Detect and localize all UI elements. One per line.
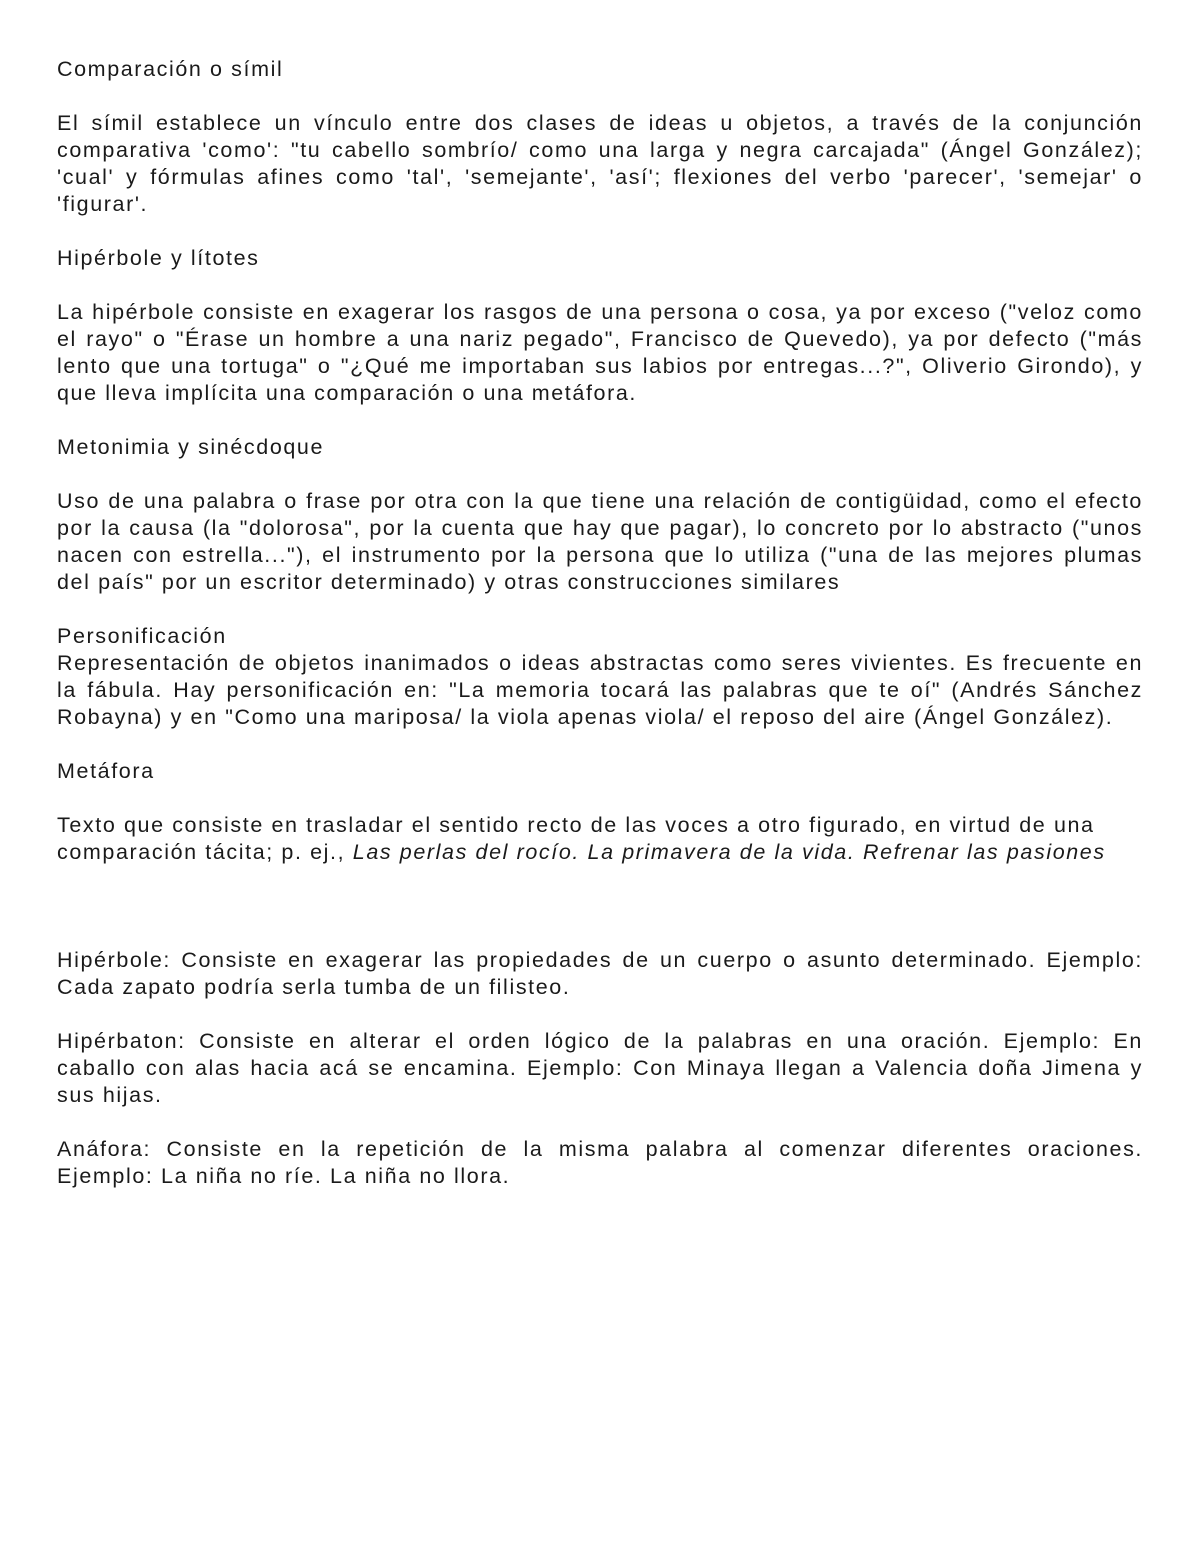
blank-space bbox=[57, 893, 1143, 947]
definition-paragraph: Hipérbaton: Consiste en alterar el orden lógico de la palabras en una oración. Ejemplo: En caballo con alas hacia acá se encamina. Ejemplo: Con Minaya llegan a Valencia doña Jimena y sus hijas. bbox=[57, 1029, 1143, 1107]
document-page bbox=[57, 56, 1143, 1217]
section-heading: Hipérbole y lítotes bbox=[57, 246, 260, 270]
metafora-body-text: Texto que consiste en trasladar el sentido recto de las voces a otro figurado, en virtud de una comparación tácita; p. ej., bbox=[57, 813, 1095, 864]
section-heading: Metonimia y sinécdoque bbox=[57, 435, 325, 459]
section-body bbox=[57, 812, 1143, 866]
definition-paragraph: Anáfora: Consiste en la repetición de la misma palabra al comenzar diferentes oraciones. Ejemplo: La niña no ríe. La niña no llora. bbox=[57, 1137, 1143, 1188]
metafora-examples: Las perlas del rocío. La primavera de la vida. Refrenar las pasiones bbox=[352, 840, 1106, 864]
section-heading: Metáfora bbox=[57, 759, 155, 783]
section-body: Representación de objetos inanimados o ideas abstractas como seres vivientes. Es frecuente en la fábula. Hay personificación en: "La memoria tocará las palabras que te oí" (Andrés Sánchez Robayna) y en "Como una mariposa/ la viola apenas viola/ el reposo del aire (Ángel González). bbox=[57, 651, 1143, 729]
section-body: El símil establece un vínculo entre dos clases de ideas u objetos, a través de la conjunción comparativa 'como': "tu cabello sombrío/ como una larga y negra carcajada" (Ángel González); 'cual' y fórmulas afines como 'tal', 'semejante', 'así'; flexiones del verbo 'parecer', 'semejar' o 'figurar'. bbox=[57, 111, 1143, 216]
section-body: Uso de una palabra o frase por otra con la que tiene una relación de contigüidad, como el efecto por la causa (la "dolorosa", por la cuenta que hay que pagar), lo concreto por lo abstracto ("unos nacen con estrella..."), el instrumento por la persona que lo utiliza ("una de las mejores plumas del país" por un escritor determinado) y otras construcciones similares bbox=[57, 489, 1143, 594]
section-body: La hipérbole consiste en exagerar los rasgos de una persona o cosa, ya por exceso ("veloz como el rayo" o "Érase un hombre a una nariz pegado", Francisco de Quevedo), ya por defecto ("más lento que una tortuga" o "¿Qué me importaban sus labios por entregas...?", Oliverio Girondo), y que lleva implícita una comparación o una metáfora. bbox=[57, 300, 1143, 405]
definition-paragraph: Hipérbole: Consiste en exagerar las propiedades de un cuerpo o asunto determinado. Ejemplo: Cada zapato podría serla tumba de un filisteo. bbox=[57, 948, 1143, 999]
section-heading: Comparación o símil bbox=[57, 57, 284, 81]
section-heading: Personificación bbox=[57, 624, 227, 648]
